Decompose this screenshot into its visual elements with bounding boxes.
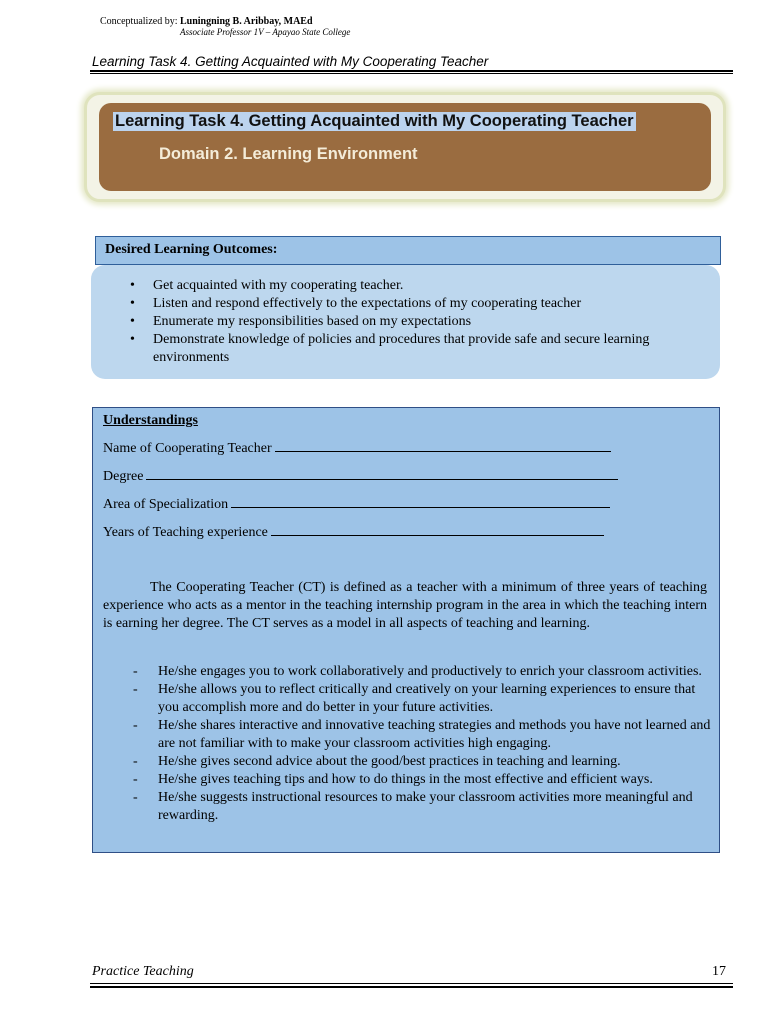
list-item: - He/she shares interactive and innovative teaching strategies and methods you have not learned and are not familiar with to make your classroom activities high engaging.: [133, 718, 711, 751]
dash-icon: -: [133, 790, 138, 805]
outcomes-box: [91, 265, 720, 379]
list-item: • Get acquainted with my cooperating teacher.: [130, 278, 404, 293]
list-item: • Listen and respond effectively to the expectations of my cooperating teacher: [130, 296, 582, 311]
understandings-heading: Understandings: [103, 413, 198, 428]
outcomes-list: [130, 277, 713, 367]
footer-title: Practice Teaching: [92, 964, 194, 979]
fill-in-line[interactable]: [146, 469, 618, 480]
bullet-icon: •: [130, 314, 135, 329]
bullet-icon: •: [130, 332, 135, 347]
field-label: Degree: [103, 469, 144, 484]
author-credit: [100, 16, 351, 37]
field-degree[interactable]: [103, 469, 618, 485]
footer-rule-thin: [90, 983, 733, 984]
bullet-icon: •: [130, 278, 135, 293]
list-item: - He/she engages you to work collaboratively and productively to enrich your classroom activities.: [133, 664, 702, 679]
header-rule: [90, 70, 733, 72]
task-banner: [84, 92, 726, 202]
ct-definition: The Cooperating Teacher (CT) is defined as a teacher with a minimum of three years of teaching experience who acts as a mentor in the teaching internship program in the area in which the teaching intern is earning her degree. The CT serves as a model in all aspects of teaching and learning.: [103, 580, 707, 631]
list-item: - He/she suggests instructional resources to make your classroom activities more meaningful and rewarding.: [133, 790, 693, 823]
list-item: • Demonstrate knowledge of policies and procedures that provide safe and secure learning environments: [130, 332, 650, 365]
dash-icon: -: [133, 754, 138, 769]
credit-name: Luningning B. Aribbay, MAEd: [179, 16, 313, 27]
field-specialization[interactable]: [103, 497, 610, 513]
domain-label: Domain 2. Learning Environment: [159, 145, 418, 163]
footer-rule: [90, 986, 733, 988]
outcomes-heading: Desired Learning Outcomes:: [95, 236, 721, 265]
dash-icon: -: [133, 664, 138, 679]
credit-label: Conceptualized by:: [100, 16, 178, 27]
understandings-box: [92, 407, 720, 853]
field-label: Area of Specialization: [103, 497, 229, 512]
dash-icon: -: [133, 682, 138, 697]
field-label: Years of Teaching experience: [103, 525, 268, 540]
page-number: 17: [712, 964, 726, 979]
fill-in-line[interactable]: [271, 525, 604, 536]
list-item: • Enumerate my responsibilities based on my expectations: [130, 314, 472, 329]
list-item: - He/she gives second advice about the good/best practices in teaching and learning.: [133, 754, 621, 769]
header-rule-thin: [90, 73, 733, 74]
field-years-experience[interactable]: [103, 525, 604, 541]
task-title: Learning Task 4. Getting Acquainted with My Cooperating Teacher: [115, 112, 634, 130]
list-item: - He/she allows you to reflect critically and creatively on your learning experiences to ensure that you accomplish more and do better in your future activities.: [133, 682, 696, 715]
task-banner-panel: [99, 103, 711, 191]
fill-in-line[interactable]: [231, 497, 610, 508]
list-item: - He/she gives teaching tips and how to do things in the most effective and efficient ways.: [133, 772, 653, 787]
dash-icon: -: [133, 772, 138, 787]
ct-roles-list: [133, 663, 713, 825]
bullet-icon: •: [130, 296, 135, 311]
dash-icon: -: [133, 718, 138, 733]
field-cooperating-teacher[interactable]: [103, 441, 611, 457]
fill-in-line[interactable]: [275, 441, 611, 452]
credit-role: Associate Professor 1V – Apayao State College: [180, 27, 351, 37]
field-label: Name of Cooperating Teacher: [103, 441, 272, 456]
running-head: Learning Task 4. Getting Acquainted with My Cooperating Teacher: [92, 54, 489, 69]
